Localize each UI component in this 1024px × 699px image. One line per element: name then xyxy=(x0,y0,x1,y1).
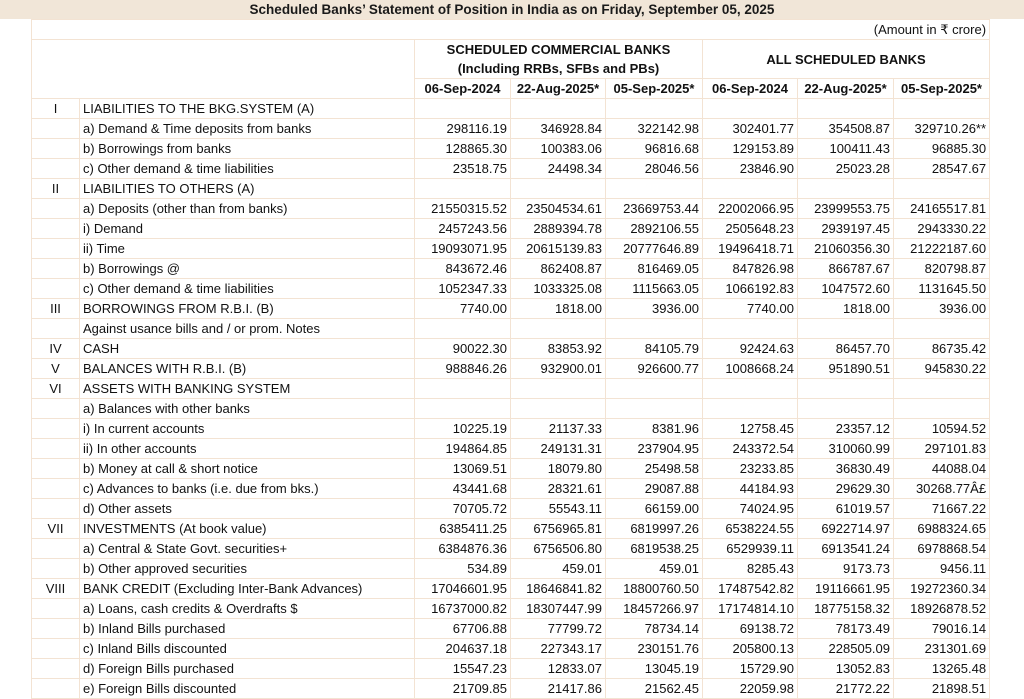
row-value: 10225.19 xyxy=(415,419,511,439)
row-value: 2892106.55 xyxy=(606,219,703,239)
date-header: 22-Aug-2025* xyxy=(798,79,894,99)
row-value: 8381.96 xyxy=(606,419,703,439)
row-value: 534.89 xyxy=(415,559,511,579)
row-value: 926600.77 xyxy=(606,359,703,379)
row-value: 13045.19 xyxy=(606,659,703,679)
table-row xyxy=(32,619,990,639)
row-label: i) In current accounts xyxy=(80,419,415,439)
row-value: 8285.43 xyxy=(703,559,798,579)
row-serial xyxy=(32,419,80,439)
table-row xyxy=(32,99,990,119)
row-value: 12758.45 xyxy=(703,419,798,439)
row-value: 22002066.95 xyxy=(703,199,798,219)
row-value: 55543.11 xyxy=(511,499,606,519)
row-value xyxy=(703,379,798,399)
row-value: 2889394.78 xyxy=(511,219,606,239)
date-header: 05-Sep-2025* xyxy=(606,79,703,99)
row-value: 21772.22 xyxy=(798,679,894,699)
row-value xyxy=(703,179,798,199)
row-value: 230151.76 xyxy=(606,639,703,659)
row-value: 2457243.56 xyxy=(415,219,511,239)
row-value: 816469.05 xyxy=(606,259,703,279)
row-value: 28547.67 xyxy=(894,159,990,179)
row-value: 90022.30 xyxy=(415,339,511,359)
statement-title: Scheduled Banks’ Statement of Position in India as on Friday, September 05, 2025 xyxy=(0,0,1024,19)
row-value: 945830.22 xyxy=(894,359,990,379)
row-value: 21417.86 xyxy=(511,679,606,699)
table-row xyxy=(32,579,990,599)
row-value: 988846.26 xyxy=(415,359,511,379)
row-value: 19272360.34 xyxy=(894,579,990,599)
row-value: 322142.98 xyxy=(606,119,703,139)
row-value xyxy=(606,379,703,399)
row-value: 310060.99 xyxy=(798,439,894,459)
row-label: d) Foreign Bills purchased xyxy=(80,659,415,679)
table-row xyxy=(32,659,990,679)
row-label: BORROWINGS FROM R.B.I. (B) xyxy=(80,299,415,319)
row-value: 78173.49 xyxy=(798,619,894,639)
row-serial xyxy=(32,499,80,519)
row-serial xyxy=(32,479,80,499)
row-serial xyxy=(32,219,80,239)
row-value xyxy=(894,99,990,119)
table-row xyxy=(32,179,990,199)
row-value xyxy=(606,399,703,419)
row-value: 23233.85 xyxy=(703,459,798,479)
row-value: 6922714.97 xyxy=(798,519,894,539)
row-serial xyxy=(32,319,80,339)
row-value: 100383.06 xyxy=(511,139,606,159)
row-value: 84105.79 xyxy=(606,339,703,359)
row-serial xyxy=(32,659,80,679)
row-value xyxy=(894,179,990,199)
row-value: 96816.68 xyxy=(606,139,703,159)
row-value: 249131.31 xyxy=(511,439,606,459)
row-value: 951890.51 xyxy=(798,359,894,379)
row-value: 13265.48 xyxy=(894,659,990,679)
table-row xyxy=(32,559,990,579)
row-value xyxy=(511,379,606,399)
row-value: 44184.93 xyxy=(703,479,798,499)
row-value: 28321.61 xyxy=(511,479,606,499)
row-value: 66159.00 xyxy=(606,499,703,519)
row-value: 28046.56 xyxy=(606,159,703,179)
row-value xyxy=(703,399,798,419)
row-value: 30268.77Â£ xyxy=(894,479,990,499)
row-serial: IV xyxy=(32,339,80,359)
row-value: 847826.98 xyxy=(703,259,798,279)
table-row xyxy=(32,119,990,139)
group-header-line1: SCHEDULED COMMERCIAL BANKS xyxy=(446,42,671,57)
row-value: 243372.54 xyxy=(703,439,798,459)
row-label: a) Balances with other banks xyxy=(80,399,415,419)
row-serial xyxy=(32,159,80,179)
table-row xyxy=(32,339,990,359)
row-value: 21222187.60 xyxy=(894,239,990,259)
row-serial: VIII xyxy=(32,579,80,599)
table-row xyxy=(32,479,990,499)
date-header: 06-Sep-2024 xyxy=(703,79,798,99)
group-header-line2: (Including RRBs, SFBs and PBs) xyxy=(457,61,660,76)
row-value: 24498.34 xyxy=(511,159,606,179)
row-value: 227343.17 xyxy=(511,639,606,659)
table-row xyxy=(32,599,990,619)
table-row xyxy=(32,139,990,159)
row-value: 3936.00 xyxy=(606,299,703,319)
row-value xyxy=(415,379,511,399)
row-value: 6988324.65 xyxy=(894,519,990,539)
row-value: 2939197.45 xyxy=(798,219,894,239)
row-value: 15729.90 xyxy=(703,659,798,679)
row-value: 231301.69 xyxy=(894,639,990,659)
row-value xyxy=(798,319,894,339)
row-value: 6384876.36 xyxy=(415,539,511,559)
row-serial xyxy=(32,539,80,559)
table-row xyxy=(32,199,990,219)
table-row xyxy=(32,359,990,379)
row-value: 932900.01 xyxy=(511,359,606,379)
row-label: b) Money at call & short notice xyxy=(80,459,415,479)
row-label: d) Other assets xyxy=(80,499,415,519)
row-serial: VI xyxy=(32,379,80,399)
row-value: 128865.30 xyxy=(415,139,511,159)
row-value: 18800760.50 xyxy=(606,579,703,599)
row-value xyxy=(798,179,894,199)
date-header: 05-Sep-2025* xyxy=(894,79,990,99)
date-header: 06-Sep-2024 xyxy=(415,79,511,99)
row-value xyxy=(415,399,511,419)
row-value: 23846.90 xyxy=(703,159,798,179)
table-row xyxy=(32,499,990,519)
table-row xyxy=(32,239,990,259)
row-value: 298116.19 xyxy=(415,119,511,139)
row-value: 2943330.22 xyxy=(894,219,990,239)
row-value: 866787.67 xyxy=(798,259,894,279)
group-header-line1: ALL SCHEDULED BANKS xyxy=(766,51,926,67)
row-value: 19116661.95 xyxy=(798,579,894,599)
row-serial xyxy=(32,279,80,299)
row-label: c) Other demand & time liabilities xyxy=(80,279,415,299)
row-value: 1047572.60 xyxy=(798,279,894,299)
table-row xyxy=(32,379,990,399)
row-value: 16737000.82 xyxy=(415,599,511,619)
row-value xyxy=(703,319,798,339)
row-label: c) Other demand & time liabilities xyxy=(80,159,415,179)
row-value: 1115663.05 xyxy=(606,279,703,299)
row-serial: V xyxy=(32,359,80,379)
row-serial: II xyxy=(32,179,80,199)
row-value: 18079.80 xyxy=(511,459,606,479)
row-label: ii) Time xyxy=(80,239,415,259)
row-label: a) Deposits (other than from banks) xyxy=(80,199,415,219)
row-value: 21060356.30 xyxy=(798,239,894,259)
row-label: c) Advances to banks (i.e. due from bks.) xyxy=(80,479,415,499)
row-value xyxy=(894,399,990,419)
row-serial xyxy=(32,559,80,579)
row-label: b) Inland Bills purchased xyxy=(80,619,415,639)
table-row xyxy=(32,419,990,439)
row-label: LIABILITIES TO THE BKG.SYSTEM (A) xyxy=(80,99,415,119)
row-value: 1131645.50 xyxy=(894,279,990,299)
table-row xyxy=(32,519,990,539)
table-row xyxy=(32,159,990,179)
row-value: 7740.00 xyxy=(415,299,511,319)
row-value: 297101.83 xyxy=(894,439,990,459)
row-value xyxy=(798,99,894,119)
row-value: 20777646.89 xyxy=(606,239,703,259)
row-value: 86457.70 xyxy=(798,339,894,359)
group-header-row xyxy=(32,40,990,79)
row-value: 820798.87 xyxy=(894,259,990,279)
row-label: BANK CREDIT (Excluding Inter-Bank Advances) xyxy=(80,579,415,599)
table-row xyxy=(32,279,990,299)
table-row xyxy=(32,219,990,239)
row-value: 21898.51 xyxy=(894,679,990,699)
row-value: 459.01 xyxy=(511,559,606,579)
row-value xyxy=(415,319,511,339)
row-label: LIABILITIES TO OTHERS (A) xyxy=(80,179,415,199)
row-value: 96885.30 xyxy=(894,139,990,159)
table-row xyxy=(32,259,990,279)
row-serial xyxy=(32,639,80,659)
row-value: 2505648.23 xyxy=(703,219,798,239)
row-label: i) Demand xyxy=(80,219,415,239)
row-serial xyxy=(32,679,80,699)
row-value: 15547.23 xyxy=(415,659,511,679)
row-value: 13069.51 xyxy=(415,459,511,479)
row-value: 129153.89 xyxy=(703,139,798,159)
statement-table xyxy=(31,19,990,699)
row-value: 44088.04 xyxy=(894,459,990,479)
row-value: 346928.84 xyxy=(511,119,606,139)
row-value: 20615139.83 xyxy=(511,239,606,259)
row-value: 6756965.81 xyxy=(511,519,606,539)
row-value: 354508.87 xyxy=(798,119,894,139)
table-row xyxy=(32,639,990,659)
row-value: 862408.87 xyxy=(511,259,606,279)
row-serial xyxy=(32,619,80,639)
row-label: c) Inland Bills discounted xyxy=(80,639,415,659)
row-value xyxy=(511,179,606,199)
row-serial xyxy=(32,599,80,619)
statement-body xyxy=(32,99,990,699)
row-value: 100411.43 xyxy=(798,139,894,159)
row-value xyxy=(606,179,703,199)
row-serial xyxy=(32,239,80,259)
row-value: 17487542.82 xyxy=(703,579,798,599)
row-label: BALANCES WITH R.B.I. (B) xyxy=(80,359,415,379)
row-value: 67706.88 xyxy=(415,619,511,639)
table-row xyxy=(32,539,990,559)
row-value: 69138.72 xyxy=(703,619,798,639)
row-value: 10594.52 xyxy=(894,419,990,439)
row-value: 25023.28 xyxy=(798,159,894,179)
row-value: 1818.00 xyxy=(798,299,894,319)
row-value: 1033325.08 xyxy=(511,279,606,299)
row-value: 23518.75 xyxy=(415,159,511,179)
row-value: 83853.92 xyxy=(511,339,606,359)
row-value xyxy=(894,319,990,339)
table-row xyxy=(32,319,990,339)
row-value: 18926878.52 xyxy=(894,599,990,619)
row-value: 6538224.55 xyxy=(703,519,798,539)
row-value: 25498.58 xyxy=(606,459,703,479)
row-label: b) Borrowings @ xyxy=(80,259,415,279)
row-value xyxy=(511,99,606,119)
header-blank xyxy=(32,40,415,99)
group-header-all-scheduled-banks xyxy=(703,40,990,79)
row-value: 194864.85 xyxy=(415,439,511,459)
unit-note-row xyxy=(32,20,990,40)
row-serial xyxy=(32,199,80,219)
row-value: 17174814.10 xyxy=(703,599,798,619)
row-value: 21562.45 xyxy=(606,679,703,699)
row-value: 23504534.61 xyxy=(511,199,606,219)
row-value xyxy=(606,99,703,119)
row-value: 86735.42 xyxy=(894,339,990,359)
row-value xyxy=(415,99,511,119)
row-value: 18646841.82 xyxy=(511,579,606,599)
row-value: 843672.46 xyxy=(415,259,511,279)
row-value: 21137.33 xyxy=(511,419,606,439)
row-value xyxy=(703,99,798,119)
group-header-scheduled-commercial-banks xyxy=(415,40,703,79)
row-serial xyxy=(32,439,80,459)
row-value xyxy=(894,379,990,399)
row-value: 13052.83 xyxy=(798,659,894,679)
row-value: 6819997.26 xyxy=(606,519,703,539)
row-label: a) Loans, cash credits & Overdrafts $ xyxy=(80,599,415,619)
row-value: 23357.12 xyxy=(798,419,894,439)
row-value xyxy=(606,319,703,339)
row-value: 70705.72 xyxy=(415,499,511,519)
row-serial xyxy=(32,139,80,159)
row-label: Against usance bills and / or prom. Notes xyxy=(80,319,415,339)
row-value: 459.01 xyxy=(606,559,703,579)
row-label: ASSETS WITH BANKING SYSTEM xyxy=(80,379,415,399)
row-value: 204637.18 xyxy=(415,639,511,659)
row-label: INVESTMENTS (At book value) xyxy=(80,519,415,539)
row-value: 74024.95 xyxy=(703,499,798,519)
row-value: 17046601.95 xyxy=(415,579,511,599)
table-row xyxy=(32,299,990,319)
row-value xyxy=(798,379,894,399)
row-value: 23999553.75 xyxy=(798,199,894,219)
row-value: 6756506.80 xyxy=(511,539,606,559)
row-value: 19496418.71 xyxy=(703,239,798,259)
row-serial xyxy=(32,399,80,419)
row-value xyxy=(415,179,511,199)
row-value: 43441.68 xyxy=(415,479,511,499)
row-value: 9173.73 xyxy=(798,559,894,579)
row-value: 1052347.33 xyxy=(415,279,511,299)
row-value: 205800.13 xyxy=(703,639,798,659)
table-row xyxy=(32,439,990,459)
row-value: 6529939.11 xyxy=(703,539,798,559)
row-label: b) Borrowings from banks xyxy=(80,139,415,159)
row-value xyxy=(511,399,606,419)
unit-note: (Amount in ₹ crore) xyxy=(32,20,990,40)
row-value: 19093071.95 xyxy=(415,239,511,259)
date-header: 22-Aug-2025* xyxy=(511,79,606,99)
row-value: 23669753.44 xyxy=(606,199,703,219)
row-label: CASH xyxy=(80,339,415,359)
row-value: 12833.07 xyxy=(511,659,606,679)
row-value: 29087.88 xyxy=(606,479,703,499)
row-value xyxy=(511,319,606,339)
row-label: b) Other approved securities xyxy=(80,559,415,579)
row-label: a) Central & State Govt. securities+ xyxy=(80,539,415,559)
row-value: 18457266.97 xyxy=(606,599,703,619)
row-value: 9456.11 xyxy=(894,559,990,579)
row-serial: III xyxy=(32,299,80,319)
row-value: 71667.22 xyxy=(894,499,990,519)
row-serial xyxy=(32,119,80,139)
row-value: 61019.57 xyxy=(798,499,894,519)
row-value: 329710.26** xyxy=(894,119,990,139)
row-value: 7740.00 xyxy=(703,299,798,319)
row-value: 78734.14 xyxy=(606,619,703,639)
row-value xyxy=(798,399,894,419)
row-value: 24165517.81 xyxy=(894,199,990,219)
row-label: ii) In other accounts xyxy=(80,439,415,459)
row-label: e) Foreign Bills discounted xyxy=(80,679,415,699)
row-value: 228505.09 xyxy=(798,639,894,659)
row-value: 1818.00 xyxy=(511,299,606,319)
row-serial: VII xyxy=(32,519,80,539)
row-value: 18775158.32 xyxy=(798,599,894,619)
row-value: 92424.63 xyxy=(703,339,798,359)
row-value: 6819538.25 xyxy=(606,539,703,559)
row-value: 237904.95 xyxy=(606,439,703,459)
row-value: 6913541.24 xyxy=(798,539,894,559)
row-value: 22059.98 xyxy=(703,679,798,699)
row-value: 302401.77 xyxy=(703,119,798,139)
table-row xyxy=(32,679,990,699)
row-label: a) Demand & Time deposits from banks xyxy=(80,119,415,139)
row-value: 6385411.25 xyxy=(415,519,511,539)
row-serial xyxy=(32,259,80,279)
row-value: 21550315.52 xyxy=(415,199,511,219)
row-value: 6978868.54 xyxy=(894,539,990,559)
row-value: 1008668.24 xyxy=(703,359,798,379)
row-value: 18307447.99 xyxy=(511,599,606,619)
row-value: 79016.14 xyxy=(894,619,990,639)
row-value: 77799.72 xyxy=(511,619,606,639)
row-value: 36830.49 xyxy=(798,459,894,479)
table-row xyxy=(32,459,990,479)
row-serial xyxy=(32,459,80,479)
row-serial: I xyxy=(32,99,80,119)
table-row xyxy=(32,399,990,419)
row-value: 3936.00 xyxy=(894,299,990,319)
row-value: 21709.85 xyxy=(415,679,511,699)
row-value: 1066192.83 xyxy=(703,279,798,299)
row-value: 29629.30 xyxy=(798,479,894,499)
